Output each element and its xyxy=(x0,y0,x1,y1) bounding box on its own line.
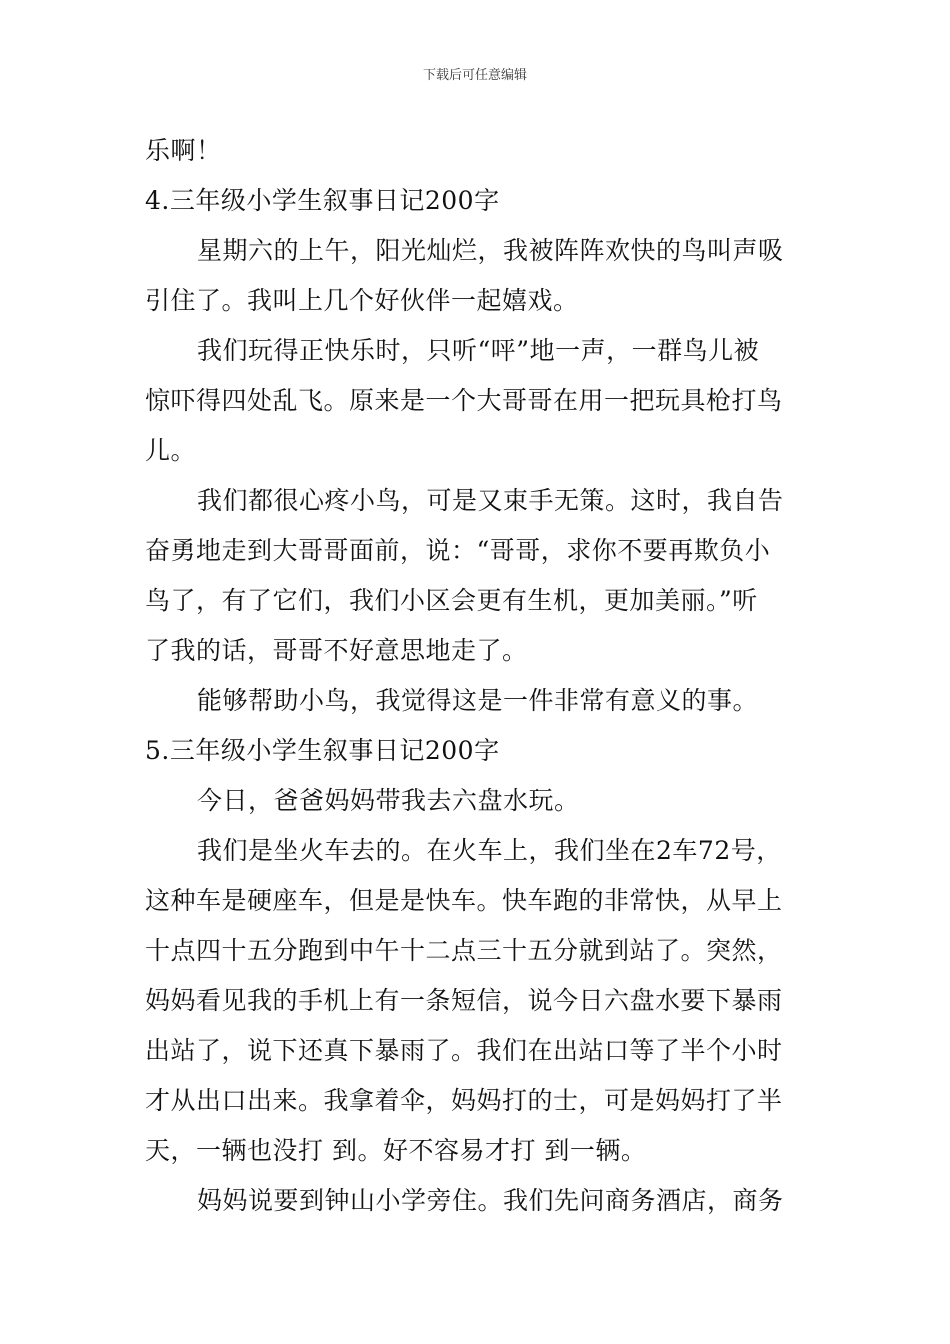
text-line: 星期六的上午，阳光灿烂，我被阵阵欢快的鸟叫声吸 xyxy=(197,236,784,265)
text-line: 我们玩得正快乐时，只听“呯”地一声，一群鸟儿被 xyxy=(197,336,760,365)
text-line: 今日，爸爸妈妈带我去六盘水玩。 xyxy=(197,786,580,815)
text-line: 惊吓得四处乱飞。原来是一个大哥哥在用一把玩具枪打鸟 xyxy=(145,386,783,415)
text-line: 妈妈说要到钟山小学旁住。我们先问商务酒店，商务 xyxy=(197,1186,784,1215)
text-line: 才从出口出来。我拿着伞，妈妈打的士，可是妈妈打了半 xyxy=(145,1086,783,1115)
text-line: 这种车是硬座车，但是是快车。快车跑的非常快，从早上 xyxy=(145,886,783,915)
text-line: 能够帮助小鸟，我觉得这是一件非常有意义的事。 xyxy=(197,686,759,715)
text-line: 儿。 xyxy=(145,436,197,465)
text-line: 天，一辆也没打 到。好不容易才打 到一辆。 xyxy=(145,1136,647,1165)
text-line: 妈妈看见我的手机上有一条短信，说今日六盘水要下暴雨 xyxy=(145,986,783,1015)
text-line: 引住了。我叫上几个好伙伴一起嬉戏。 xyxy=(145,286,579,315)
text-line: 鸟了，有了它们，我们小区会更有生机，更加美丽。”听 xyxy=(145,586,758,615)
document-body xyxy=(145,126,810,1226)
text-line: 了我的话，哥哥不好意思地走了。 xyxy=(145,636,528,665)
text-line: 奋勇地走到大哥哥面前，说：“哥哥，求你不要再欺负小 xyxy=(145,536,771,565)
text-line: 我们是坐火车去的。在火车上，我们坐在2车72号， xyxy=(197,836,782,865)
text-line: 4.三年级小学生叙事日记200字 xyxy=(145,186,500,215)
page-header-note: 下载后可任意编辑 xyxy=(422,68,527,83)
text-line: 出站了，说下还真下暴雨了。我们在出站口等了半个小时 xyxy=(145,1036,783,1065)
text-line: 5.三年级小学生叙事日记200字 xyxy=(145,736,500,765)
text-line: 我们都很心疼小鸟，可是又束手无策。这时，我自告 xyxy=(197,486,784,515)
text-line: 十点四十五分跑到中午十二点三十五分就到站了。突然， xyxy=(145,936,783,965)
text-line: 乐啊！ xyxy=(145,136,222,165)
